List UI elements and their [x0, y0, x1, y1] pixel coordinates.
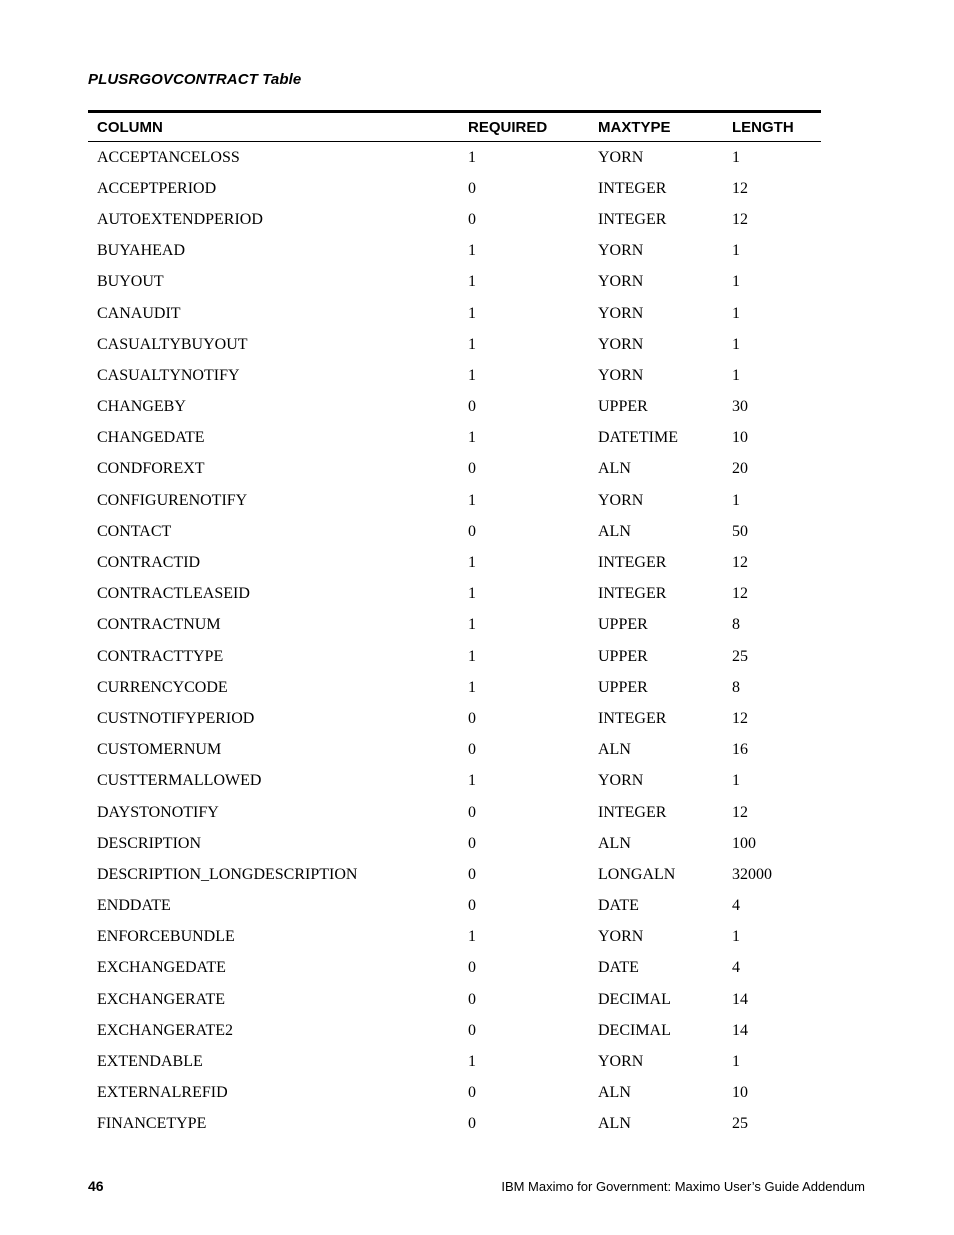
- cell-column: CUSTOMERNUM: [97, 741, 222, 759]
- cell-required: 1: [468, 335, 476, 353]
- cell-column: EXCHANGEDATE: [97, 959, 226, 977]
- cell-required: 0: [468, 1115, 476, 1133]
- table-row: [88, 891, 821, 922]
- cell-column: CONTRACTLEASEID: [97, 585, 250, 603]
- cell-maxtype: DATETIME: [598, 429, 678, 447]
- cell-required: 1: [468, 554, 476, 572]
- cell-column: CONTACT: [97, 522, 172, 540]
- cell-column: EXCHANGERATE: [97, 990, 225, 1008]
- cell-maxtype: YORN: [598, 304, 644, 322]
- cell-maxtype: YORN: [598, 1053, 644, 1071]
- header-maxtype: MAXTYPE: [598, 118, 671, 136]
- cell-column: CASUALTYBUYOUT: [97, 335, 248, 353]
- cell-maxtype: DECIMAL: [598, 990, 671, 1008]
- cell-required: 0: [468, 179, 476, 197]
- cell-column: ACCEPTPERIOD: [97, 179, 217, 197]
- cell-required: 1: [468, 585, 476, 603]
- cell-column: ACCEPTANCELOSS: [97, 148, 240, 166]
- cell-column: CONTRACTTYPE: [97, 647, 224, 665]
- cell-length: 8: [732, 678, 740, 696]
- cell-length: 12: [732, 554, 748, 572]
- cell-length: 30: [732, 398, 748, 416]
- table-container: [88, 110, 821, 1140]
- table-row: [88, 360, 821, 391]
- cell-length: 1: [732, 304, 740, 322]
- cell-length: 1: [732, 928, 740, 946]
- cell-length: 1: [732, 148, 740, 166]
- cell-required: 0: [468, 460, 476, 478]
- cell-length: 12: [732, 585, 748, 603]
- cell-length: 25: [732, 1115, 748, 1133]
- table-row: [88, 547, 821, 578]
- cell-length: 4: [732, 959, 740, 977]
- cell-column: CANAUDIT: [97, 304, 181, 322]
- cell-column: CONTRACTID: [97, 554, 201, 572]
- cell-required: 0: [468, 709, 476, 727]
- cell-maxtype: YORN: [598, 366, 644, 384]
- cell-length: 14: [732, 1021, 748, 1039]
- cell-maxtype: ALN: [598, 522, 631, 540]
- cell-length: 12: [732, 210, 748, 228]
- table-header-row: [88, 112, 821, 142]
- cell-maxtype: DATE: [598, 959, 639, 977]
- cell-maxtype: UPPER: [598, 678, 648, 696]
- cell-column: CHANGEDATE: [97, 429, 205, 447]
- cell-required: 1: [468, 366, 476, 384]
- footer-doc-title: IBM Maximo for Government: Maximo User’s Guide Addendum: [501, 1179, 865, 1194]
- table-row: [88, 672, 821, 703]
- cell-length: 1: [732, 1053, 740, 1071]
- table-row: [88, 485, 821, 516]
- table-row: [88, 236, 821, 267]
- table-row: [88, 922, 821, 953]
- cell-column: CHANGEBY: [97, 398, 186, 416]
- cell-required: 0: [468, 834, 476, 852]
- cell-required: 1: [468, 148, 476, 166]
- table-row: [88, 298, 821, 329]
- cell-maxtype: UPPER: [598, 647, 648, 665]
- cell-maxtype: ALN: [598, 834, 631, 852]
- cell-maxtype: UPPER: [598, 616, 648, 634]
- cell-maxtype: YORN: [598, 335, 644, 353]
- cell-column: CASUALTYNOTIFY: [97, 366, 240, 384]
- cell-maxtype: INTEGER: [598, 585, 667, 603]
- cell-required: 0: [468, 398, 476, 416]
- header-required: REQUIRED: [468, 118, 548, 136]
- cell-column: BUYAHEAD: [97, 242, 185, 260]
- cell-length: 16: [732, 741, 748, 759]
- table-row: [88, 766, 821, 797]
- cell-length: 12: [732, 179, 748, 197]
- table-row: [88, 703, 821, 734]
- table-row: [88, 641, 821, 672]
- cell-maxtype: INTEGER: [598, 803, 667, 821]
- cell-column: DESCRIPTION_LONGDESCRIPTION: [97, 865, 358, 883]
- cell-required: 1: [468, 1053, 476, 1071]
- cell-required: 0: [468, 990, 476, 1008]
- cell-required: 0: [468, 1021, 476, 1039]
- cell-column: CONFIGURENOTIFY: [97, 491, 248, 509]
- cell-length: 1: [732, 335, 740, 353]
- table-row: [88, 1015, 821, 1046]
- table-row: [88, 1046, 821, 1077]
- cell-column: FINANCETYPE: [97, 1115, 207, 1133]
- table-row: [88, 828, 821, 859]
- cell-length: 10: [732, 1084, 748, 1102]
- table-row: [88, 516, 821, 547]
- cell-column: BUYOUT: [97, 273, 164, 291]
- cell-column: ENFORCEBUNDLE: [97, 928, 235, 946]
- cell-maxtype: DECIMAL: [598, 1021, 671, 1039]
- cell-required: 1: [468, 928, 476, 946]
- cell-maxtype: YORN: [598, 772, 644, 790]
- cell-required: 0: [468, 1084, 476, 1102]
- cell-required: 1: [468, 429, 476, 447]
- cell-column: EXTERNALREFID: [97, 1084, 228, 1102]
- cell-column: AUTOEXTENDPERIOD: [97, 210, 263, 228]
- table-row: [88, 859, 821, 890]
- cell-column: CURRENCYCODE: [97, 678, 228, 696]
- cell-length: 12: [732, 803, 748, 821]
- table-row: [88, 735, 821, 766]
- cell-required: 1: [468, 273, 476, 291]
- cell-required: 1: [468, 491, 476, 509]
- cell-length: 50: [732, 522, 748, 540]
- cell-required: 0: [468, 865, 476, 883]
- cell-required: 1: [468, 647, 476, 665]
- cell-maxtype: ALN: [598, 741, 631, 759]
- cell-required: 0: [468, 741, 476, 759]
- cell-length: 100: [732, 834, 756, 852]
- cell-maxtype: ALN: [598, 1084, 631, 1102]
- cell-required: 1: [468, 242, 476, 260]
- cell-required: 0: [468, 959, 476, 977]
- cell-required: 1: [468, 304, 476, 322]
- cell-maxtype: INTEGER: [598, 709, 667, 727]
- cell-length: 10: [732, 429, 748, 447]
- cell-column: CUSTTERMALLOWED: [97, 772, 262, 790]
- cell-column: CONTRACTNUM: [97, 616, 221, 634]
- cell-length: 32000: [732, 865, 772, 883]
- cell-column: CONDFOREXT: [97, 460, 205, 478]
- cell-maxtype: INTEGER: [598, 210, 667, 228]
- cell-length: 8: [732, 616, 740, 634]
- table-row: [88, 454, 821, 485]
- cell-maxtype: YORN: [598, 928, 644, 946]
- table-row: [88, 984, 821, 1015]
- cell-length: 14: [732, 990, 748, 1008]
- table-row: [88, 173, 821, 204]
- cell-required: 1: [468, 772, 476, 790]
- cell-maxtype: ALN: [598, 460, 631, 478]
- header-column: COLUMN: [97, 118, 163, 136]
- cell-length: 4: [732, 897, 740, 915]
- cell-maxtype: YORN: [598, 242, 644, 260]
- cell-maxtype: YORN: [598, 491, 644, 509]
- cell-maxtype: INTEGER: [598, 554, 667, 572]
- table-row: [88, 392, 821, 423]
- cell-maxtype: UPPER: [598, 398, 648, 416]
- table-row: [88, 797, 821, 828]
- table-row: [88, 267, 821, 298]
- cell-required: 0: [468, 522, 476, 540]
- table-row: [88, 423, 821, 454]
- cell-maxtype: YORN: [598, 273, 644, 291]
- table-row: [88, 953, 821, 984]
- cell-length: 1: [732, 242, 740, 260]
- table-body: [88, 142, 821, 1141]
- cell-column: EXCHANGERATE2: [97, 1021, 233, 1039]
- cell-maxtype: YORN: [598, 148, 644, 166]
- cell-length: 1: [732, 772, 740, 790]
- cell-length: 1: [732, 491, 740, 509]
- cell-column: ENDDATE: [97, 897, 171, 915]
- cell-column: DESCRIPTION: [97, 834, 202, 852]
- cell-length: 12: [732, 709, 748, 727]
- table-row: [88, 142, 821, 174]
- table-row: [88, 1078, 821, 1109]
- page-number: 46: [88, 1178, 104, 1194]
- table-row: [88, 329, 821, 360]
- cell-length: 25: [732, 647, 748, 665]
- cell-column: DAYSTONOTIFY: [97, 803, 219, 821]
- cell-maxtype: LONGALN: [598, 865, 676, 883]
- cell-required: 0: [468, 897, 476, 915]
- table-row: [88, 204, 821, 235]
- page-title: PLUSRGOVCONTRACT Table: [88, 71, 302, 88]
- cell-column: EXTENDABLE: [97, 1053, 203, 1071]
- cell-required: 1: [468, 678, 476, 696]
- table-row: [88, 579, 821, 610]
- cell-required: 0: [468, 210, 476, 228]
- cell-length: 1: [732, 366, 740, 384]
- cell-maxtype: INTEGER: [598, 179, 667, 197]
- cell-required: 0: [468, 803, 476, 821]
- cell-maxtype: DATE: [598, 897, 639, 915]
- table-row: [88, 1109, 821, 1140]
- cell-column: CUSTNOTIFYPERIOD: [97, 709, 255, 727]
- columns-table: [88, 110, 821, 1140]
- cell-length: 20: [732, 460, 748, 478]
- cell-length: 1: [732, 273, 740, 291]
- cell-maxtype: ALN: [598, 1115, 631, 1133]
- table-row: [88, 610, 821, 641]
- header-length: LENGTH: [732, 118, 794, 136]
- cell-required: 1: [468, 616, 476, 634]
